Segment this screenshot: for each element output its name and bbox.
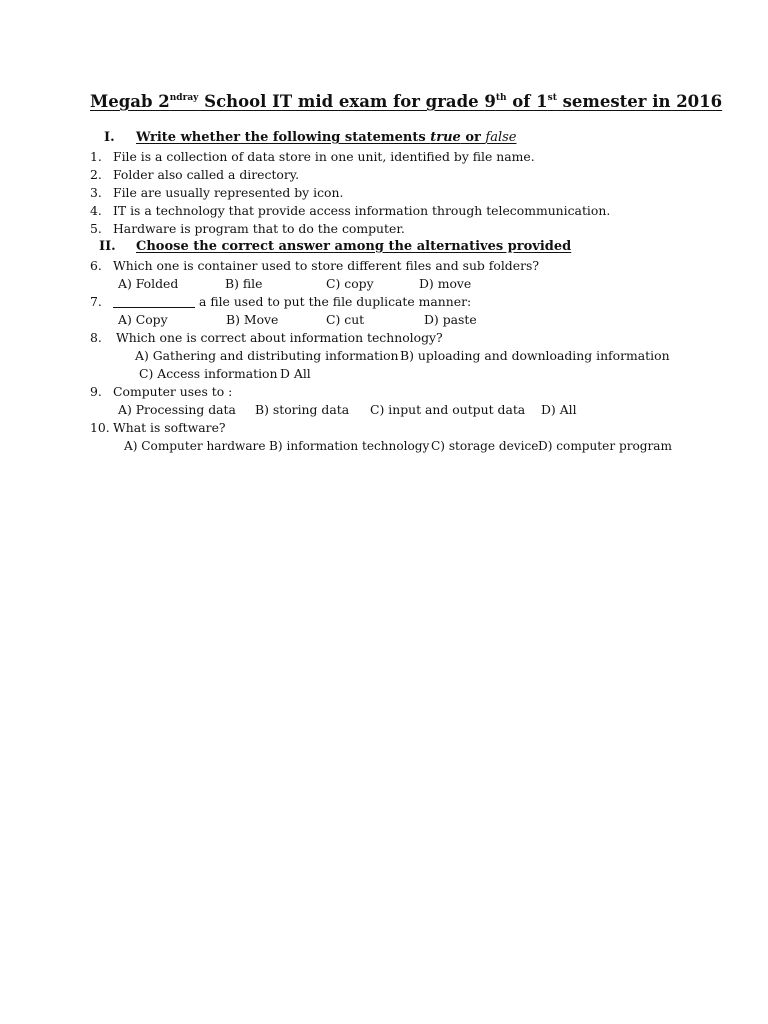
option-c: C) copy xyxy=(326,276,374,291)
option-b: B) file xyxy=(225,276,263,291)
item-number: 5. xyxy=(90,221,102,236)
exam-title xyxy=(90,92,722,111)
section-numeral: II. xyxy=(99,239,116,254)
option-d: D) computer program xyxy=(538,439,672,453)
item-text: File are usually represented by icon. xyxy=(113,185,344,200)
option-c: C) input and output data xyxy=(370,402,526,417)
heading-true-word: true xyxy=(430,130,461,145)
item-number: 2. xyxy=(90,167,102,182)
question-text: Which one is container used to store different files and sub folders? xyxy=(113,258,539,273)
heading-text: Write whether the following statements xyxy=(136,130,431,145)
option-d: D) paste xyxy=(424,312,477,327)
item-number: 8. xyxy=(90,330,102,345)
item-text: Folder also called a directory. xyxy=(113,167,300,182)
option-d: D) All xyxy=(541,402,577,417)
item-number: 6. xyxy=(90,258,102,273)
option-a: A) Folded xyxy=(118,276,179,291)
item-number: 3. xyxy=(90,185,102,200)
section-numeral: I. xyxy=(104,130,115,145)
answer-blank xyxy=(113,295,195,308)
option-d: D) move xyxy=(419,276,472,291)
option-b: B) storing data xyxy=(255,402,350,417)
title-superscript: st xyxy=(547,93,557,103)
title-part: of 1 xyxy=(506,92,548,111)
heading-false-word: false xyxy=(485,130,517,145)
item-text: File is a collection of data store in one unit, identified by file name. xyxy=(113,149,535,164)
option-c: C) Access information xyxy=(139,366,278,381)
option-c: C) cut xyxy=(326,312,365,327)
item-number: 9. xyxy=(90,384,102,399)
question-text: Which one is correct about information technology? xyxy=(116,330,443,345)
option-d: D All xyxy=(280,366,311,381)
title-part: School IT mid exam for grade 9 xyxy=(198,92,496,111)
item-number: 1. xyxy=(90,149,102,164)
title-superscript: th xyxy=(495,93,507,103)
question-text: a file used to put the file duplicate manner: xyxy=(199,294,472,309)
item-text: IT is a technology that provide access information through telecommunication. xyxy=(113,203,611,218)
option-c: C) storage device xyxy=(431,439,539,453)
option-a: A) Processing data xyxy=(118,402,236,417)
option-b: B) Move xyxy=(226,312,279,327)
option-b: B) uploading and downloading information xyxy=(400,348,670,363)
item-number: 7. xyxy=(90,294,102,309)
question-text: What is software? xyxy=(113,420,226,435)
option-a: A) Copy xyxy=(118,312,168,327)
title-part: semester in 2016 xyxy=(556,92,723,111)
option-b: B) information technology xyxy=(269,439,430,453)
option-a: A) Computer hardware xyxy=(124,439,266,453)
title-part: Megab 2 xyxy=(90,92,170,111)
title-superscript: ndray xyxy=(169,93,199,103)
item-text: Hardware is program that to do the computer. xyxy=(113,221,405,236)
item-number: 10. xyxy=(90,420,110,435)
section-heading-text: Choose the correct answer among the alternatives provided xyxy=(136,239,572,254)
section-heading-text xyxy=(136,130,516,146)
question-text-with-blank xyxy=(113,294,471,310)
option-a: A) Gathering and distributing information xyxy=(135,348,399,363)
question-text: Computer uses to : xyxy=(113,384,233,399)
item-number: 4. xyxy=(90,203,102,218)
heading-or-word: or xyxy=(460,130,486,145)
